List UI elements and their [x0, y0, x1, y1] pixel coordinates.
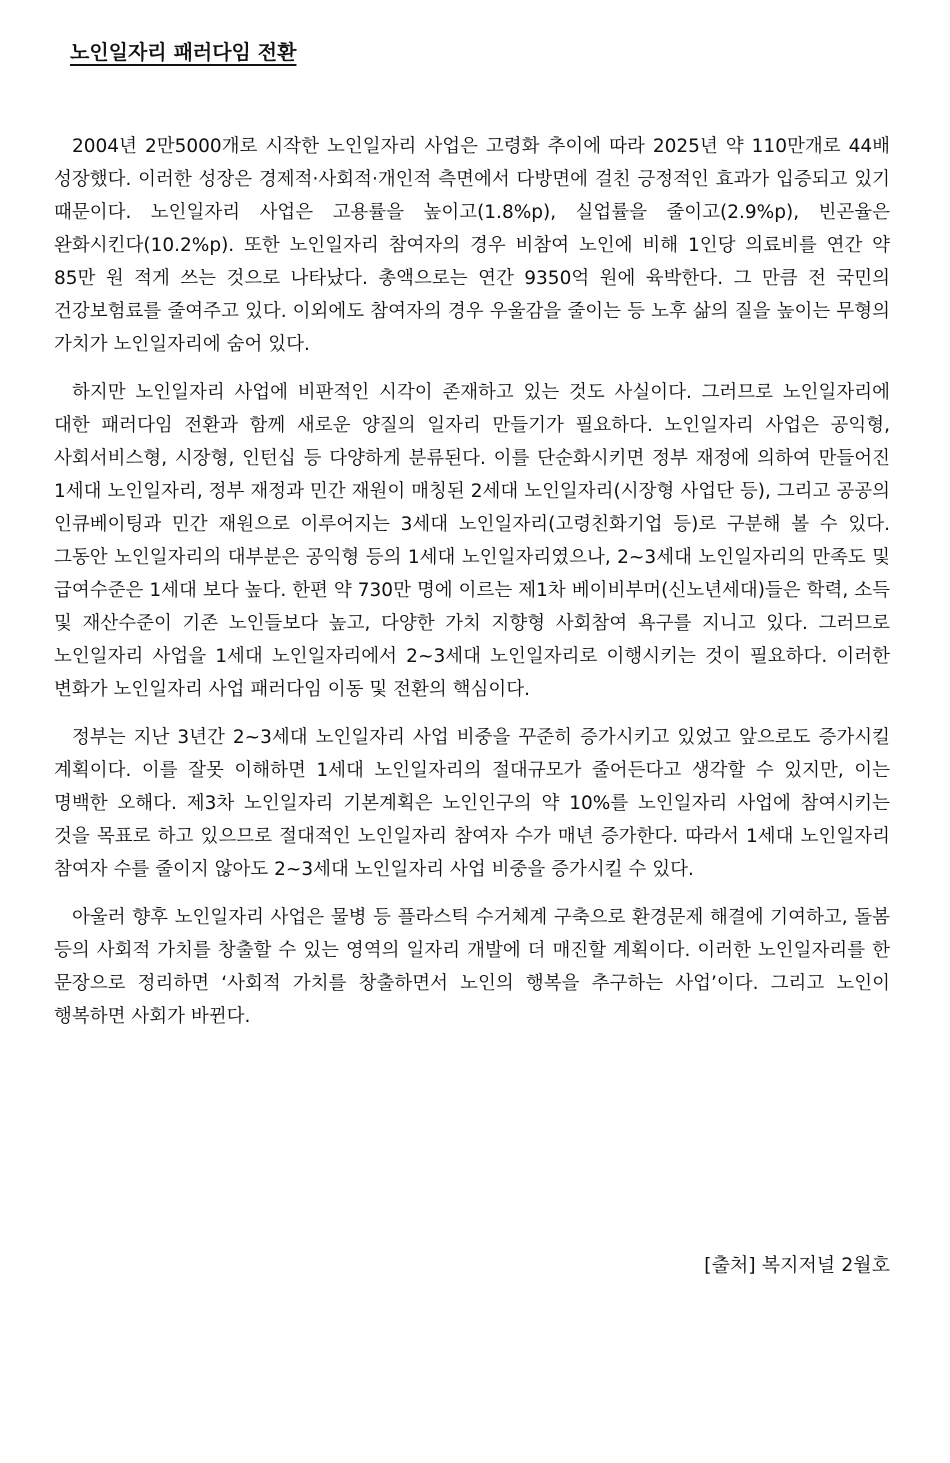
paragraph-2: 하지만 노인일자리 사업에 비판적인 시각이 존재하고 있는 것도 사실이다. 그러므로 노인일자리에 대한 패러다임 전환과 함께 새로운 양질의 일자리 만들기가 필요하다. 노인일자리 사업은 공익형, 사회서비스형, 시장형, 인턴십 등 다양하게 분류된다. 이를 단순화시키면 정부 재정에 의하여 만들어진 1세대 노인일자리, 정부 재정과 민간 재원이 매칭된 2세대 노인일자리(시장형 사업단 등), 그리고 공공의 인큐베이팅과 민간 재원으로 이루어지는 3세대 노인일자리(고령친화기업 등)로 구분해 볼 수 있다. 그동안 노인일자리의 대부분은 공익형 등의 1세대 노인일자리였으나, 2~3세대 노인일자리의 만족도 및 급여수준은 1세대 보다 높다. 한편 약 730만 명에 이르는 제1차 베이비부머(신노년세대)들은 학력, 소득 및 재산수준이 기존 노인들보다 높고, 다양한 가치 지향형 사회참여 욕구를 지니고 있다. 그러므로 노인일자리 사업을 1세대 노인일자리에서 2~3세대 노인일자리로 이행시키는 것이 필요하다. 이러한 변화가 노인일자리 사업 패러다임 이동 및 전환의 핵심이다. — [54, 382, 890, 700]
document-body — [54, 130, 890, 1048]
source-citation: [출처] 복지저널 2월호 — [704, 1254, 890, 1276]
paragraph-1: 2004년 2만5000개로 시작한 노인일자리 사업은 고령화 추이에 따라 2025년 약 110만개로 44배 성장했다. 이러한 성장은 경제적·사회적·개인적 측면에서 다방면에 걸친 긍정적인 효과가 입증되고 있기 때문이다. 노인일자리 사업은 고용률을 높이고(1.8%p), 실업률을 줄이고(2.9%p), 빈곤율은 완화시킨다(10.2%p). 또한 노인일자리 참여자의 경우 비참여 노인에 비해 1인당 의료비를 연간 약 85만 원 적게 쓰는 것으로 나타났다. 총액으로는 연간 9350억 원에 육박한다. 그 만큼 전 국민의 건강보험료를 줄여주고 있다. 이외에도 참여자의 경우 우울감을 줄이는 등 노후 삶의 질을 높이는 무형의 가치가 노인일자리에 숨어 있다. — [54, 136, 890, 355]
paragraph-4: 아울러 향후 노인일자리 사업은 물병 등 플라스틱 수거체계 구축으로 환경문제 해결에 기여하고, 돌봄 등의 사회적 가치를 창출할 수 있는 영역의 일자리 개발에 더 매진할 계획이다. 이러한 노인일자리를 한 문장으로 정리하면 ‘사회적 가치를 창출하면서 노인의 행복을 추구하는 사업’이다. 그리고 노인이 행복하면 사회가 바뀐다. — [54, 907, 890, 1027]
document-title: 노인일자리 패러다임 전환 — [70, 40, 297, 64]
paragraph-3: 정부는 지난 3년간 2~3세대 노인일자리 사업 비중을 꾸준히 증가시키고 있었고 앞으로도 증가시킬 계획이다. 이를 잘못 이해하면 1세대 노인일자리의 절대규모가 줄어든다고 생각할 수 있지만, 이는 명백한 오해다. 제3차 노인일자리 기본계획은 노인인구의 약 10%를 노인일자리 사업에 참여시키는 것을 목표로 하고 있으므로 절대적인 노인일자리 참여자 수가 매년 증가한다. 따라서 1세대 노인일자리 참여자 수를 줄이지 않아도 2~3세대 노인일자리 사업 비중을 증가시킬 수 있다. — [54, 727, 890, 880]
